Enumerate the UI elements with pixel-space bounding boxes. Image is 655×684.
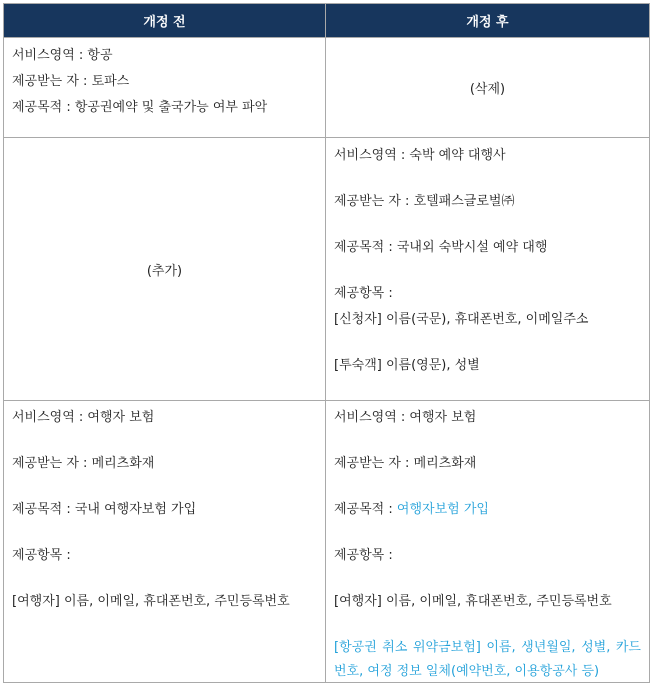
header-before: 개정 전	[4, 4, 326, 38]
text-line: 서비스영역 : 항공	[12, 48, 113, 63]
text-line: 제공받는 자 : 토파스	[12, 74, 130, 89]
table-row	[4, 401, 650, 683]
comparison-table	[3, 3, 650, 683]
text-line: [투숙객] 이름(영문), 성별	[334, 358, 480, 373]
text-line: 제공항목 :	[334, 286, 393, 301]
text-line: 제공목적 : 국내외 숙박시설 예약 대행	[334, 240, 548, 255]
text-line: 서비스영역 : 여행자 보험	[12, 410, 155, 425]
header-row	[4, 4, 650, 38]
text-line: 제공받는 자 : 호텔패스글로벌㈜	[334, 194, 515, 209]
purpose-value-highlight: 여행자보험 가입	[396, 502, 489, 517]
text-line: 제공받는 자 : 메리츠화재	[12, 456, 155, 471]
cell-before-airline	[4, 38, 326, 138]
added-label: (추가)	[146, 263, 183, 279]
text-line: 서비스영역 : 여행자 보험	[334, 410, 477, 425]
cell-before-added	[4, 138, 326, 401]
added-items-highlight: [항공권 취소 위약금보험] 이름, 생년월일, 성별, 카드번호, 여정 정보 일체(예약번호, 이용항공사 등)	[334, 640, 641, 679]
text-line: [신청자] 이름(국문), 휴대폰번호, 이메일주소	[334, 312, 589, 327]
text-line: [여행자] 이름, 이메일, 휴대폰번호, 주민등록번호	[334, 594, 612, 609]
purpose-line	[334, 498, 641, 544]
table-row	[4, 138, 650, 401]
text-line: 제공목적 : 국내 여행자보험 가입	[12, 502, 197, 517]
cell-after-insurance	[326, 401, 650, 683]
cell-after-lodging	[326, 138, 650, 401]
text-line: 제공항목 :	[334, 548, 393, 563]
text-line: 제공받는 자 : 메리츠화재	[334, 456, 477, 471]
header-after: 개정 후	[326, 4, 650, 38]
deleted-label: (삭제)	[469, 82, 506, 97]
cell-before-insurance	[4, 401, 326, 683]
cell-after-deleted	[326, 38, 650, 138]
text-line: [여행자] 이름, 이메일, 휴대폰번호, 주민등록번호	[12, 594, 290, 609]
text-line: 서비스영역 : 숙박 예약 대행사	[334, 148, 506, 163]
text-line: 제공목적 : 항공권예약 및 출국가능 여부 파악	[12, 100, 268, 115]
purpose-label: 제공목적 :	[334, 502, 397, 517]
text-line: 제공항목 :	[12, 548, 71, 563]
table-row	[4, 38, 650, 138]
